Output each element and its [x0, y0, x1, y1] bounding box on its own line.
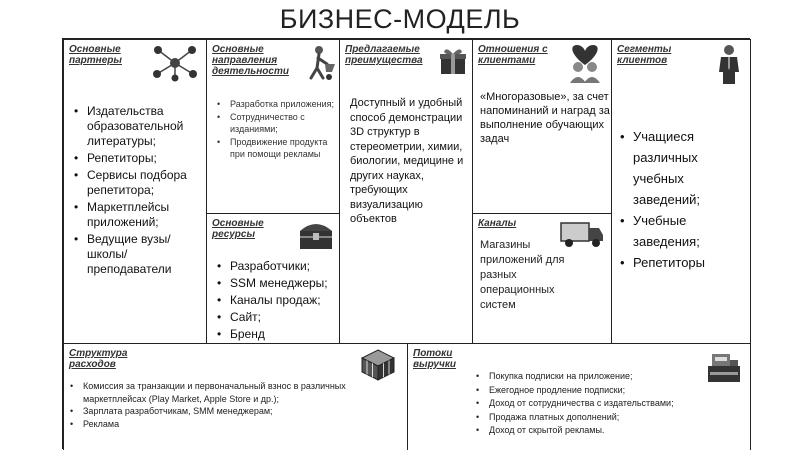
network-people-icon [152, 44, 198, 82]
value-text: Доступный и удобный способ демонстрации 3D структур в стереометрии, химии, биологии, медицине и других науках, требующих визуализацию объектов [350, 97, 464, 225]
list-item: • Разработка приложения; [217, 98, 337, 111]
key-partners-block [63, 39, 207, 344]
list-item: • Репетиторы [620, 252, 748, 273]
page-title: БИЗНЕС-МОДЕЛЬ [279, 4, 521, 34]
list-item: • Доход от сотрудничества с издательствами; [476, 397, 736, 411]
list-item: • Покупка подписки на приложение; [476, 370, 736, 384]
costs-list [70, 380, 402, 430]
customer-segments-block [611, 39, 751, 344]
worker-with-wheelbarrow-icon [297, 44, 337, 84]
channels-block [472, 213, 612, 344]
partners-list [74, 104, 206, 277]
block-header: Каналы [478, 218, 517, 229]
list-item: • Ведущие вузы/школы/преподаватели [74, 232, 206, 277]
block-header: Основные направления деятельности [212, 44, 289, 77]
activities-list [217, 98, 337, 161]
list-item: • Репетиторы; [74, 151, 206, 166]
list-item: • Учебные заведения; [620, 210, 748, 252]
list-item: • Продажа платных дополнений; [476, 411, 736, 425]
list-item: • SSM менеджеры; [217, 275, 340, 292]
cost-structure-block [63, 343, 408, 450]
channels-text: Магазины приложений для разных операционных систем [480, 239, 565, 311]
rubik-cube-icon [360, 348, 396, 382]
list-item: • Сотрудничество с изданиями; [217, 111, 337, 136]
revenue-list [476, 370, 736, 438]
list-item: • Сайт; [217, 309, 340, 326]
block-header: Основные партнеры [69, 44, 122, 66]
block-header: Сегменты клиентов [617, 44, 672, 66]
block-header: Структура расходов [69, 348, 128, 370]
treasure-chest-icon [297, 217, 335, 251]
list-item: • Комиссия за транзакции и первоначальный взнос в различных маркетплейсах (Play Market, Apple Store и др.); [70, 380, 402, 405]
list-item: • Учащиеся различных учебных заведений; [620, 126, 748, 210]
list-item: • Реклама [70, 418, 402, 431]
list-item: • Зарплата разработчикам, SMM менеджерам; [70, 405, 402, 418]
list-item: • Доход от скрытой рекламы. [476, 424, 736, 438]
block-header: Предлагаемые преимущества [345, 44, 423, 66]
list-item: • Издательства образовательной литературы; [74, 104, 206, 149]
list-item: • Бренд [217, 326, 340, 343]
list-item: • Продвижение продукта при помощи рекламы [217, 136, 337, 161]
list-item: • Сервисы подбора репетитора; [74, 168, 206, 198]
key-activities-block [206, 39, 340, 214]
list-item: • Маркетплейсы приложений; [74, 200, 206, 230]
list-item: • Разработчики; [217, 258, 340, 275]
value-propositions-block [339, 39, 473, 344]
businessman-icon [716, 44, 742, 86]
list-item: • Каналы продаж; [217, 292, 340, 309]
revenue-streams-block [407, 343, 751, 450]
business-model-canvas [62, 38, 750, 449]
block-header: Отношения с клиентами [478, 44, 548, 66]
block-header: Основные ресурсы [212, 218, 264, 240]
customer-relationships-block [472, 39, 612, 214]
key-resources-block [206, 213, 340, 344]
resources-list [217, 258, 340, 343]
segments-list [620, 126, 748, 273]
gift-box-icon [438, 46, 468, 76]
relationships-text: «Многоразовые», за счет напоминаний и наград за выполнение обучающих задач [480, 91, 610, 145]
block-header: Потоки выручки [413, 348, 456, 370]
list-item: • Ежегодное продление подписки; [476, 384, 736, 398]
people-with-heart-icon [561, 43, 609, 85]
